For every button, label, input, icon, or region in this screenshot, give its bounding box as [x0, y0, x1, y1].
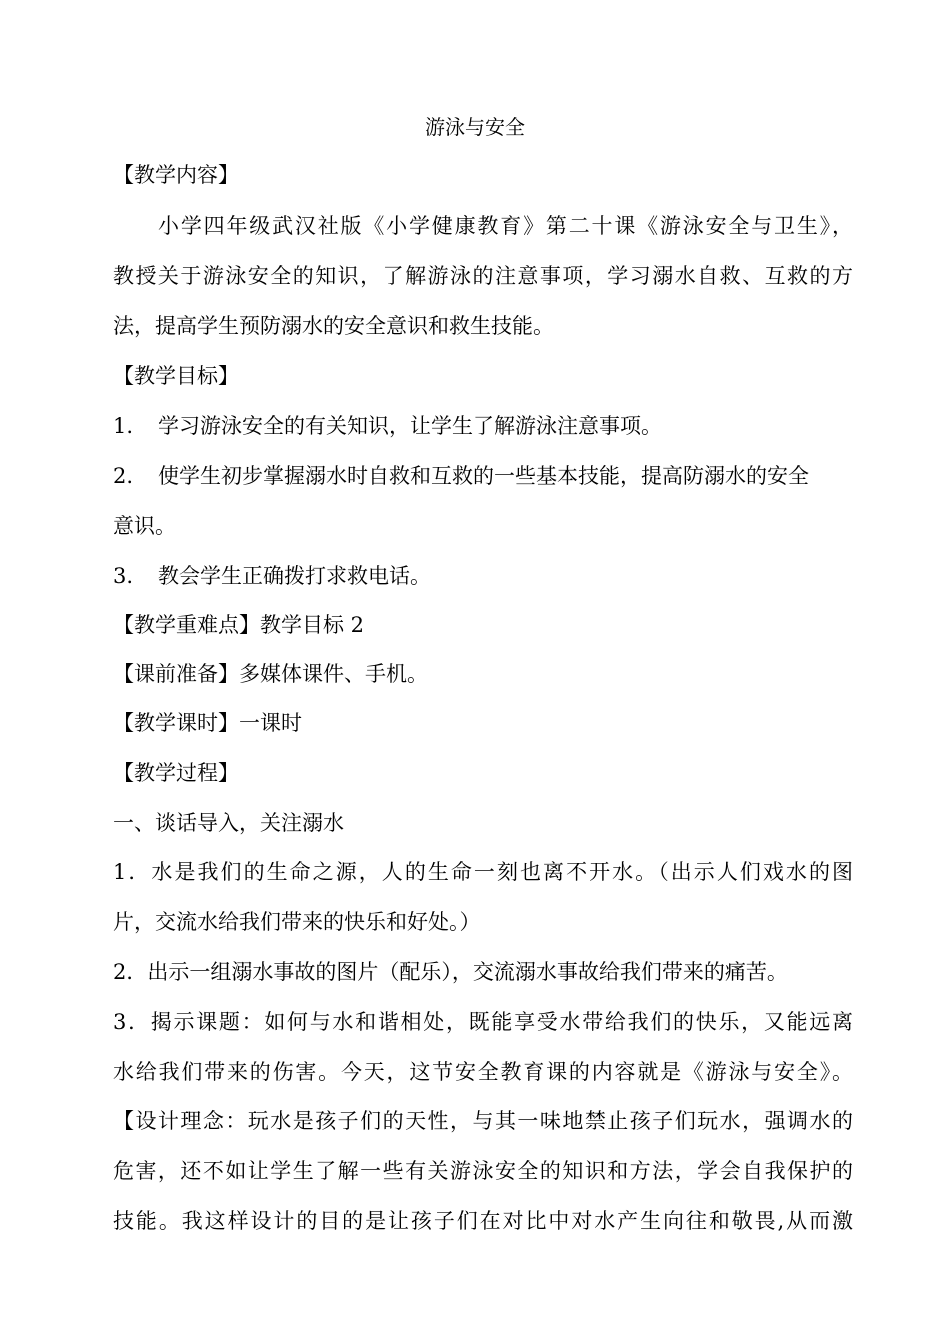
design-note-line-2: 危害，还不如让学生了解一些有关游泳安全的知识和方法，学会自我保护的 — [113, 1159, 853, 1183]
class-hours: 【教学课时】一课时 — [113, 711, 302, 735]
key-points: 【教学重难点】教学目标 2 — [113, 613, 365, 637]
process-step-3-line-1: 3．揭示课题：如何与水和谐相处，既能享受水带给我们的快乐，又能远离 — [113, 1010, 853, 1034]
process-step-3-line-2: 水给我们带来的伤害。今天，这节安全教育课的内容就是《游泳与安全》。 — [113, 1060, 853, 1084]
process-step-2: 2．出示一组溺水事故的图片（配乐），交流溺水事故给我们带来的痛苦。 — [113, 960, 788, 984]
goal-number: 1. — [113, 414, 134, 438]
document-title: 游泳与安全 — [425, 115, 525, 139]
content-paragraph-line-2: 教授关于游泳安全的知识，了解游泳的注意事项，学习溺水自救、互救的方 — [113, 264, 853, 288]
goal-item-3 — [113, 559, 853, 593]
section-heading-1: 一、谈话导入，关注溺水 — [113, 811, 344, 835]
heading-teaching-goals: 【教学目标】 — [113, 364, 239, 388]
goal-text: 学习游泳安全的有关知识，让学生了解游泳注意事项。 — [158, 414, 662, 438]
design-note-line-1: 【设计理念：玩水是孩子们的天性，与其一味地禁止孩子们玩水，强调水的 — [113, 1109, 853, 1133]
goal-item-2 — [113, 459, 853, 493]
goal-item-2-continued: 意识。 — [113, 514, 176, 538]
goal-item-1 — [113, 409, 853, 443]
design-note-line-3: 技能。我这样设计的目的是让孩子们在对比中对水产生向往和敬畏,从而激 — [113, 1209, 853, 1233]
content-paragraph-line-3: 法，提高学生预防溺水的安全意识和救生技能。 — [113, 314, 554, 338]
goal-number: 2. — [113, 464, 134, 488]
heading-teaching-content: 【教学内容】 — [113, 163, 239, 187]
goal-text: 使学生初步掌握溺水时自救和互救的一些基本技能，提高防溺水的安全 — [158, 464, 809, 488]
process-step-1-line-2: 片，交流水给我们带来的快乐和好处。） — [113, 910, 481, 934]
goal-text: 教会学生正确拨打求救电话。 — [158, 564, 431, 588]
heading-teaching-process: 【教学过程】 — [113, 761, 239, 785]
class-preparation: 【课前准备】多媒体课件、手机。 — [113, 662, 428, 686]
process-step-1-line-1: 1．水是我们的生命之源，人的生命一刻也离不开水。（出示人们戏水的图 — [113, 860, 853, 884]
goal-number: 3. — [113, 564, 134, 588]
content-paragraph-line-1: 小学四年级武汉社版《小学健康教育》第二十课《游泳安全与卫生》， — [158, 214, 853, 238]
